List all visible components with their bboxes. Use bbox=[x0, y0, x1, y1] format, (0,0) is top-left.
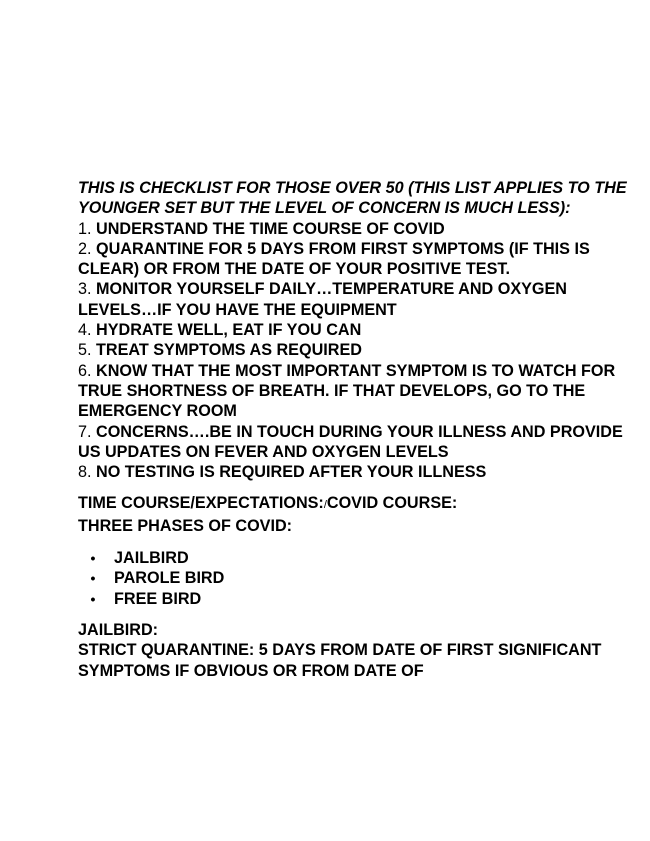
item-number: 6. bbox=[78, 361, 92, 380]
time-course-heading bbox=[78, 493, 638, 536]
item-number: 8. bbox=[78, 463, 92, 482]
three-phases-subheading: THREE PHASES OF COVID: bbox=[78, 516, 293, 535]
item-text: QUARANTINE FOR 5 DAYS FROM FIRST SYMPTOMS (IF THIS IS CLEAR) OR FROM THE DATE OF YOUR POSITIVE TEST. bbox=[78, 239, 590, 279]
jailbird-description: STRICT QUARANTINE: 5 DAYS FROM DATE OF FIRST SIGNIFICANT SYMPTOMS IF OBVIOUS OR FROM DATE OF bbox=[78, 641, 602, 680]
bullet-icon: • bbox=[90, 590, 96, 607]
item-text: TREAT SYMPTOMS AS REQUIRED bbox=[96, 341, 362, 360]
phase-item bbox=[88, 568, 638, 588]
item-number: 7. bbox=[78, 422, 92, 441]
checklist-item bbox=[78, 320, 638, 340]
item-number: 4. bbox=[78, 321, 92, 340]
bullet-icon: • bbox=[90, 570, 96, 587]
checklist-item bbox=[78, 340, 638, 360]
phase-label: FREE BIRD bbox=[114, 589, 202, 608]
item-number: 2. bbox=[78, 239, 92, 258]
checklist-item bbox=[78, 279, 638, 320]
checklist-item bbox=[78, 219, 638, 239]
phases-list bbox=[78, 548, 638, 609]
checklist bbox=[78, 219, 638, 483]
item-text: HYDRATE WELL, EAT IF YOU CAN bbox=[96, 321, 362, 340]
item-text: KNOW THAT THE MOST IMPORTANT SYMPTOM IS TO WATCH FOR TRUE SHORTNESS OF BREATH. IF THAT DEVELOPS, GO TO THE EMERGENCY ROOM bbox=[78, 361, 616, 421]
bullet-icon: • bbox=[90, 550, 96, 567]
item-text: MONITOR YOURSELF DAILY…TEMPERATURE AND OXYGEN LEVELS…IF YOU HAVE THE EQUIPMENT bbox=[78, 280, 567, 319]
checklist-item bbox=[78, 462, 638, 482]
item-number: 5. bbox=[78, 341, 92, 360]
phase-label: JAILBIRD bbox=[114, 549, 189, 568]
checklist-intro: THIS IS CHECKLIST FOR THOSE OVER 50 (THIS LIST APPLIES TO THE YOUNGER SET BUT THE LEVEL OF CONCERN IS MUCH LESS): bbox=[78, 179, 627, 218]
jailbird-heading: JAILBIRD: bbox=[78, 620, 159, 639]
heading-separator: / bbox=[323, 499, 327, 512]
item-text: NO TESTING IS REQUIRED AFTER YOUR ILLNESS bbox=[96, 463, 487, 482]
covid-course-title: COVID COURSE: bbox=[326, 494, 458, 513]
phase-label: PAROLE BIRD bbox=[114, 569, 225, 588]
document-page bbox=[78, 178, 638, 681]
item-number: 3. bbox=[78, 280, 92, 299]
item-number: 1. bbox=[78, 219, 92, 238]
checklist-item bbox=[78, 422, 638, 463]
item-text: CONCERNS….BE IN TOUCH DURING YOUR ILLNESS AND PROVIDE US UPDATES ON FEVER AND OXYGEN LEVELS bbox=[78, 422, 623, 461]
checklist-item bbox=[78, 361, 638, 422]
phase-item bbox=[88, 548, 638, 568]
item-text: UNDERSTAND THE TIME COURSE OF COVID bbox=[96, 219, 445, 238]
time-course-title: TIME COURSE/EXPECTATIONS: bbox=[78, 494, 324, 513]
phase-item bbox=[88, 589, 638, 609]
checklist-item bbox=[78, 239, 638, 280]
